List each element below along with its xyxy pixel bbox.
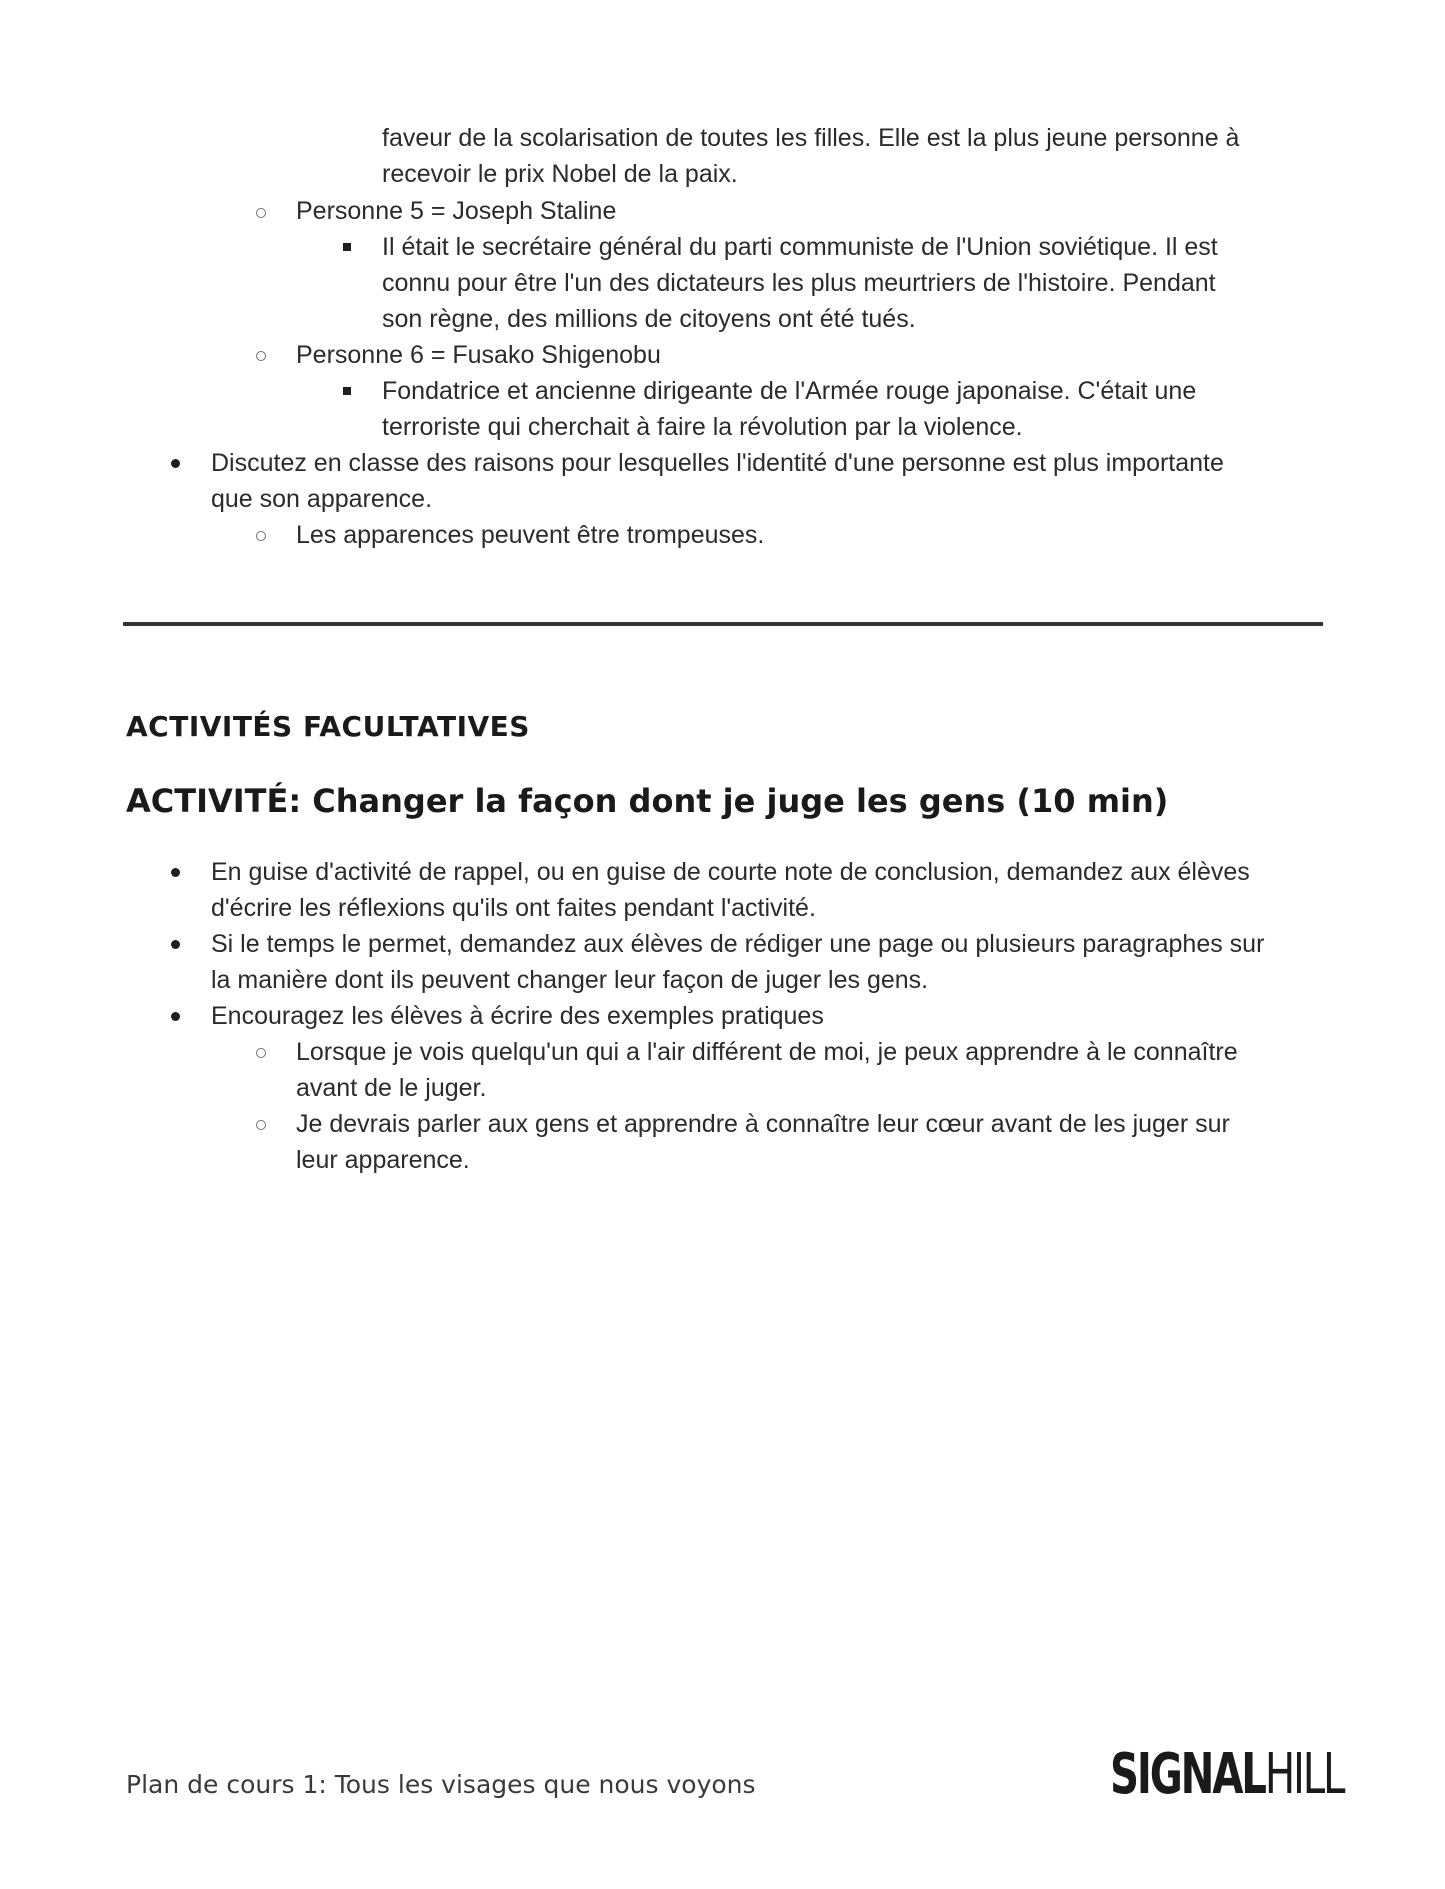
activity-subitem-line: Lorsque je vois quelqu'un qui a l'air différent de moi, je peux apprendre à le connaître [296,1038,1238,1066]
logo-bold-text: SIGNAL [1110,1742,1265,1807]
section-title: ACTIVITÉS FACULTATIVES [126,710,530,743]
activity-title: ACTIVITÉ: Changer la façon dont je juge les gens (10 min) [126,782,1169,820]
section-divider [123,622,1323,626]
square-bullet-icon [343,243,351,251]
discussion-prompt-line: Discutez en classe des raisons pour lesquelles l'identité d'une personne est plus importante [211,449,1224,477]
footer-lesson-title: Plan de cours 1: Tous les visages que nous voyons [126,1770,756,1799]
disc-bullet-icon [171,459,180,468]
hollow-bullet-icon [256,351,266,361]
activity-subitem-line: leur apparence. [296,1146,470,1174]
disc-bullet-icon [171,940,180,949]
hollow-bullet-icon [256,1048,266,1058]
person6-description-line: Fondatrice et ancienne dirigeante de l'Armée rouge japonaise. C'était une [382,377,1197,405]
activity-item-line: Si le temps le permet, demandez aux élèves de rédiger une page ou plusieurs paragraphes sur [211,930,1265,958]
activity-subitem-line: avant de le juger. [296,1074,487,1102]
signal-hill-logo [1110,1742,1343,1807]
activity-item-line: Encouragez les élèves à écrire des exemples pratiques [211,1002,824,1030]
person5-description-line: connu pour être l'un des dictateurs les plus meurtriers de l'histoire. Pendant [382,269,1216,297]
person5-description-line: Il était le secrétaire général du parti communiste de l'Union soviétique. Il est [382,233,1218,261]
activity-item-line: la manière dont ils peuvent changer leur façon de juger les gens. [211,966,929,994]
person5-description-line: son règne, des millions de citoyens ont été tués. [382,305,916,333]
activity-item-line: d'écrire les réflexions qu'ils ont faites pendant l'activité. [211,894,816,922]
person6-description-line: terroriste qui cherchait à faire la révolution par la violence. [382,413,1023,441]
person4-description-line: recevoir le prix Nobel de la paix. [382,160,738,188]
hollow-bullet-icon [256,208,266,218]
disc-bullet-icon [171,868,180,877]
logo-thin-text: HILL [1264,1742,1344,1807]
square-bullet-icon [343,387,351,395]
hollow-bullet-icon [256,1120,266,1130]
discussion-prompt-line: que son apparence. [211,485,433,513]
discussion-subpoint: Les apparences peuvent être trompeuses. [296,521,765,549]
disc-bullet-icon [171,1012,180,1021]
activity-subitem-line: Je devrais parler aux gens et apprendre à connaître leur cœur avant de les juger sur [296,1110,1230,1138]
hollow-bullet-icon [256,531,266,541]
person4-description-line: faveur de la scolarisation de toutes les filles. Elle est la plus jeune personne à [382,124,1240,152]
person6-label: Personne 6 = Fusako Shigenobu [296,341,661,369]
person5-label: Personne 5 = Joseph Staline [296,197,617,225]
activity-item-line: En guise d'activité de rappel, ou en guise de courte note de conclusion, demandez aux élèves [211,858,1250,886]
